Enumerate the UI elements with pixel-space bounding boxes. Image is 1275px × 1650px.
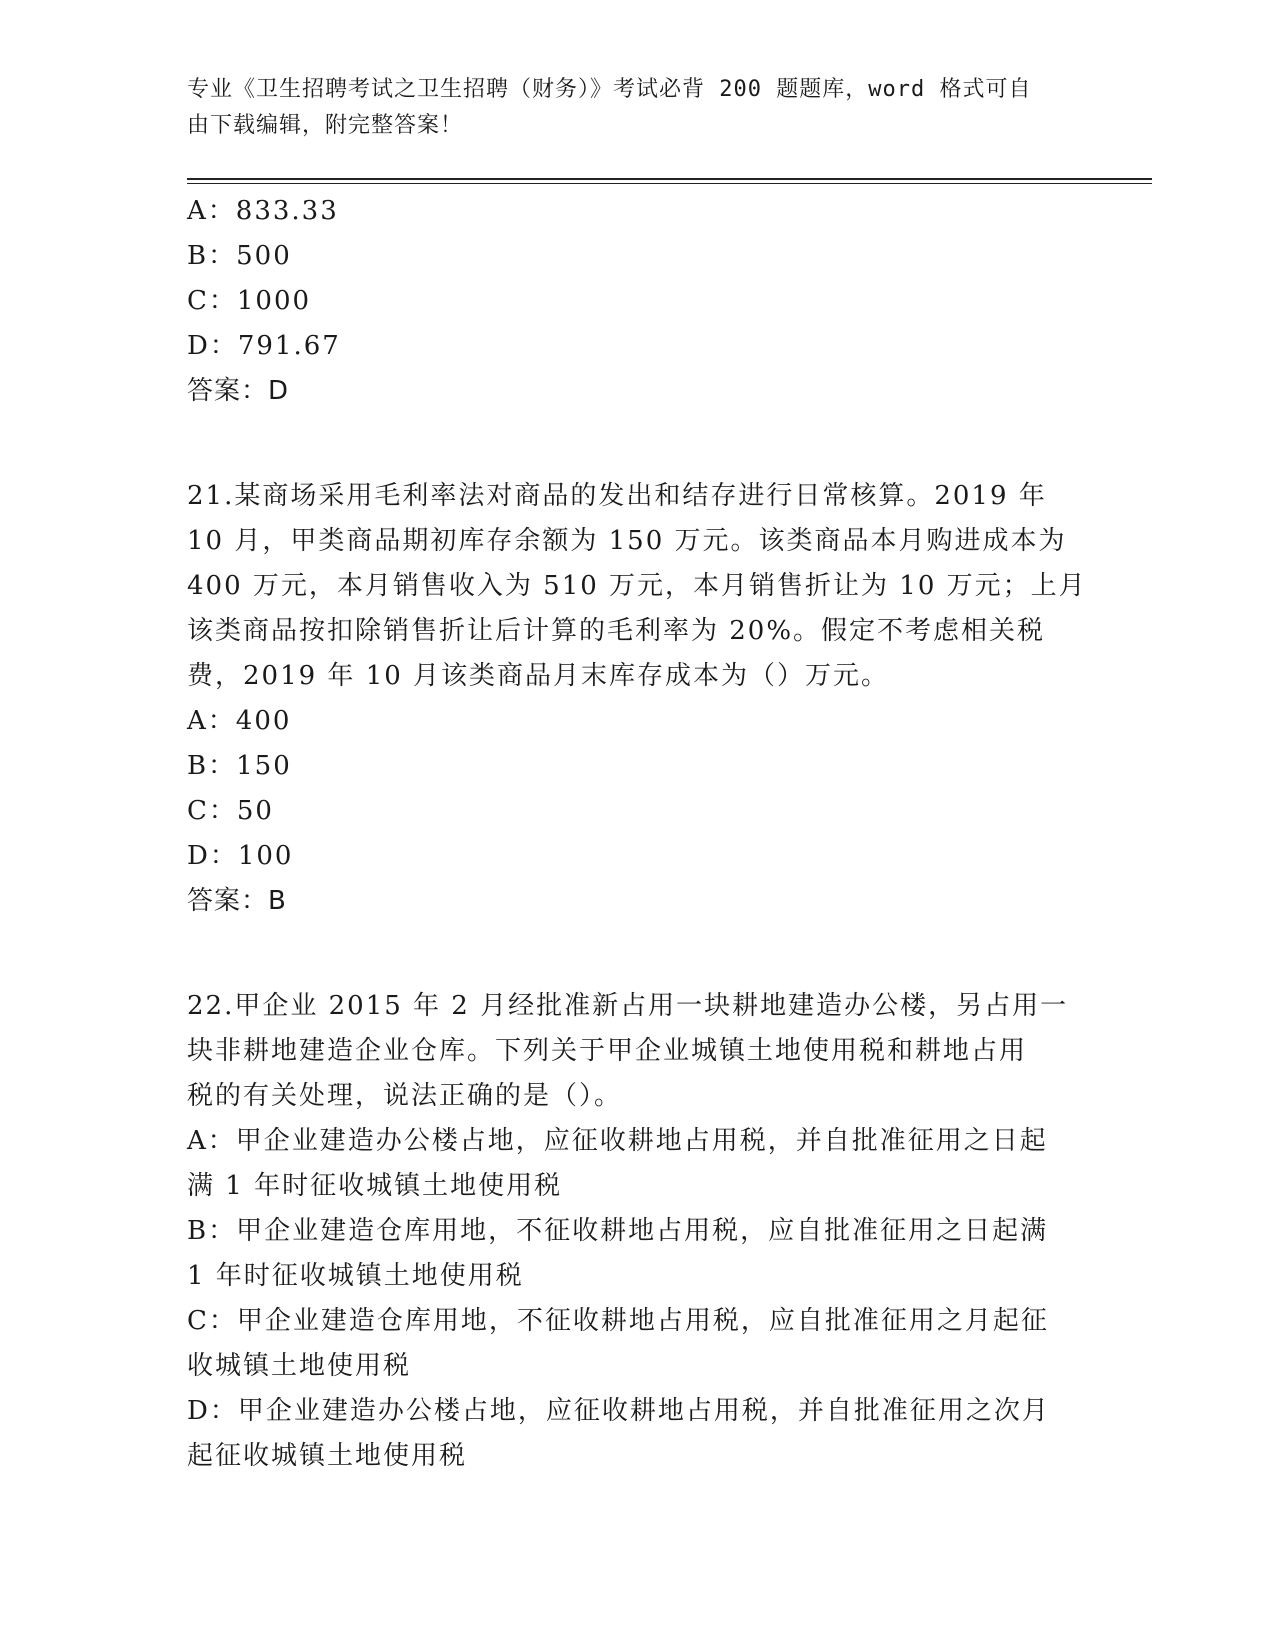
option-c: C：1000 [187, 286, 312, 316]
question-text: 费，2019 年 10 月该类商品月末库存成本为（）万元。 [187, 661, 890, 691]
option-c: C：50 [187, 796, 274, 826]
option-a: A：833.33 [187, 196, 339, 226]
question-22 [187, 984, 1087, 1479]
question-text: 10 月，甲类商品期初库存余额为 150 万元。该类商品本月购进成本为 [187, 526, 1067, 556]
question-text: 税的有关处理，说法正确的是（）。 [187, 1081, 623, 1111]
question-text: 400 万元，本月销售收入为 510 万元，本月销售折让为 10 万元；上月 [187, 571, 1087, 601]
option-d-continued: 起征收城镇土地使用税 [187, 1441, 468, 1471]
option-d: D：100 [187, 841, 294, 871]
question-text: 该类商品按扣除销售折让后计算的毛利率为 20%。假定不考虑相关税 [187, 616, 1046, 646]
header-divider [187, 178, 1152, 180]
option-b-continued: 1 年时征收城镇土地使用税 [187, 1261, 524, 1291]
option-d: D：791.67 [187, 331, 341, 361]
option-a: A：甲企业建造办公楼占地，应征收耕地占用税，并自批准征用之日起 [187, 1126, 1048, 1156]
header-line: 专业《卫生招聘考试之卫生招聘（财务）》考试必背 200 题题库，word 格式可自 [187, 77, 1032, 102]
question-text: 22.甲企业 2015 年 2 月经批准新占用一块耕地建造办公楼，另占用一 [187, 991, 1069, 1021]
answer-line: 答案：B [187, 886, 287, 916]
answer-line: 答案：D [187, 376, 290, 406]
option-b: B：150 [187, 751, 292, 781]
option-c: C：甲企业建造仓库用地，不征收耕地占用税，应自批准征用之月起征 [187, 1306, 1049, 1336]
option-a: A：400 [187, 706, 292, 736]
header-line: 由下载编辑，附完整答案！ [187, 113, 464, 138]
header-divider-thin [187, 183, 1152, 184]
option-b: B：500 [187, 241, 292, 271]
option-d: D：甲企业建造办公楼占地，应征收耕地占用税，并自批准征用之次月 [187, 1396, 1050, 1426]
document-body [187, 189, 1087, 1479]
option-c-continued: 收城镇土地使用税 [187, 1351, 412, 1381]
option-b: B：甲企业建造仓库用地，不征收耕地占用税，应自批准征用之日起满 [187, 1216, 1049, 1246]
option-a-continued: 满 1 年时征收城镇土地使用税 [187, 1171, 563, 1201]
question-20-options [187, 189, 1087, 414]
question-text: 块非耕地建造企业仓库。下列关于甲企业城镇土地使用税和耕地占用 [187, 1036, 1028, 1066]
document-header [187, 72, 1067, 144]
question-21 [187, 474, 1087, 924]
question-text: 21.某商场采用毛利率法对商品的发出和结存进行日常核算。2019 年 [187, 481, 1047, 511]
